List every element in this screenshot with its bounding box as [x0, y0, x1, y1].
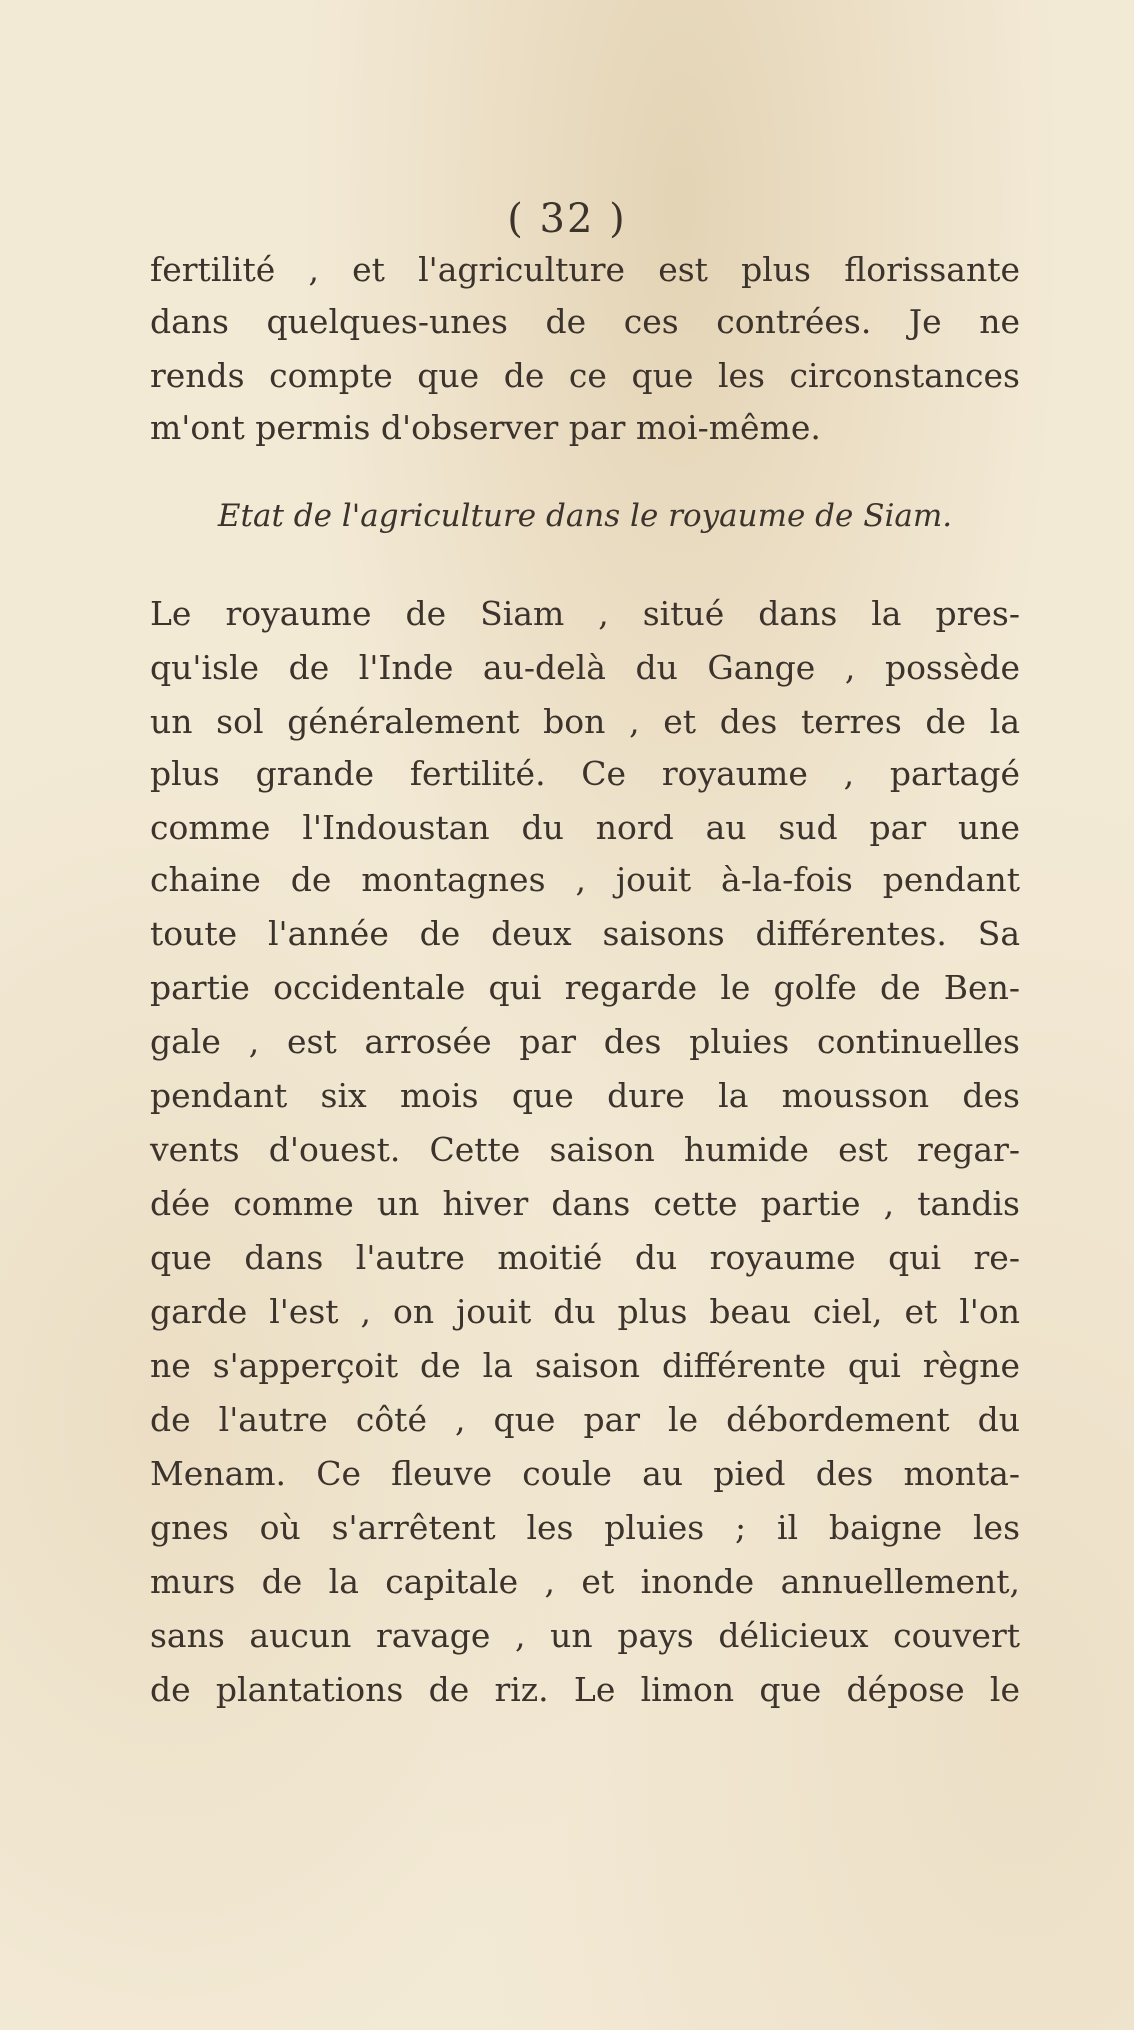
- text-line: gnes où s'arrêtent les pluies ; il baigne les: [150, 1508, 1020, 1547]
- text-line: que dans l'autre moitié du royaume qui re-: [150, 1238, 1020, 1277]
- text-line: de plantations de riz. Le limon que dépose le: [150, 1670, 1020, 1709]
- text-line: ne s'apperçoit de la saison différente qui règne: [150, 1346, 1020, 1385]
- text-line: de l'autre côté , que par le débordement du: [150, 1400, 1020, 1439]
- text-line: murs de la capitale , et inonde annuellement,: [150, 1562, 1020, 1601]
- text-line: Menam. Ce fleuve coule au pied des monta-: [150, 1454, 1020, 1493]
- text-line: rends compte que de ce que les circonstances: [150, 356, 1020, 395]
- text-line: dée comme un hiver dans cette partie , tandis: [150, 1184, 1020, 1223]
- text-line: partie occidentale qui regarde le golfe de Ben-: [150, 968, 1020, 1007]
- page-number: ( 32 ): [507, 196, 627, 242]
- section-heading: Etat de l'agriculture dans le royaume de Siam.: [217, 498, 953, 534]
- text-line: garde l'est , on jouit du plus beau ciel, et l'on: [150, 1292, 1020, 1331]
- text-line: dans quelques-unes de ces contrées. Je ne: [150, 302, 1020, 341]
- text-line: chaine de montagnes , jouit à-la-fois pendant: [150, 860, 1020, 899]
- text-line: gale , est arrosée par des pluies continuelles: [150, 1022, 1020, 1061]
- text-line: qu'isle de l'Inde au-delà du Gange , possède: [150, 648, 1020, 687]
- text-line: plus grande fertilité. Ce royaume , partagé: [150, 754, 1020, 793]
- text-line: vents d'ouest. Cette saison humide est regar-: [150, 1130, 1020, 1169]
- text-line: toute l'année de deux saisons différentes. Sa: [150, 914, 1020, 953]
- text-line: sans aucun ravage , un pays délicieux couvert: [150, 1616, 1020, 1655]
- text-line: fertilité , et l'agriculture est plus florissante: [150, 250, 1020, 289]
- text-line: un sol généralement bon , et des terres de la: [150, 702, 1020, 741]
- text-line: Le royaume de Siam , situé dans la pres-: [150, 594, 1020, 633]
- text-line: pendant six mois que dure la mousson des: [150, 1076, 1020, 1115]
- text-line: comme l'Indoustan du nord au sud par une: [150, 808, 1020, 847]
- text-line: m'ont permis d'observer par moi-même.: [150, 408, 821, 447]
